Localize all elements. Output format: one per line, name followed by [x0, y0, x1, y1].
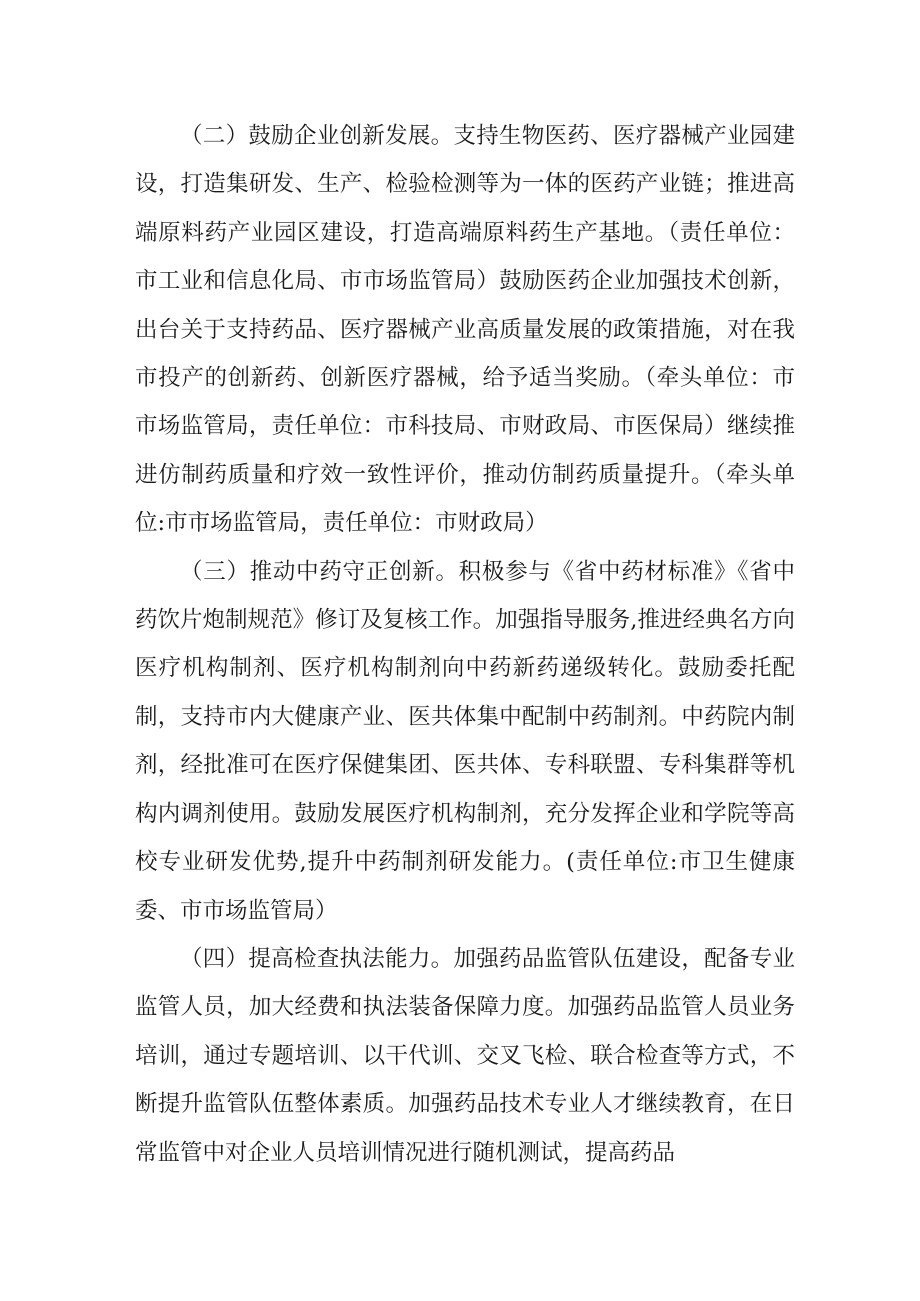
paragraph-inspection-enforcement: （四）提高检查执法能力。加强药品监管队伍建设，配备专业监管人员，加大经费和执法装备保障力度。加强药品监管人员业务培训，通过专题培训、以干代训、交叉飞检、联合检查等方式，不断提升监管队伍整体素质。加强药品技术专业人才继续教育，在日常监管中对企业人员培训情况进行随机测试，提高药品 — [135, 945, 795, 1166]
paragraph-enterprise-innovation: （二）鼓励企业创新发展。支持生物医药、医疗器械产业园建设，打造集研发、生产、检验检测等为一体的医药产业链；推进高端原料药产业园区建设，打造高端原料药生产基地。（责任单位：市工业和信息化局、市市场监管局）鼓励医药企业加强技术创新，出台关于支持药品、医疗器械产业高质量发展的政策措施，对在我市投产的创新药、创新医疗器械，给予适当奖励。（牵头单位：市市场监管局，责任单位：市科技局、市财政局、市医保局）继续推进仿制药质量和疗效一致性评价，推动仿制药质量提升。（牵头单位:市市场监管局，责任单位：市财政局） — [135, 123, 795, 537]
document-body — [135, 112, 795, 1177]
paragraph-tcm-innovation: （三）推动中药守正创新。积极参与《省中药材标准》《省中药饮片炮制规范》修订及复核工作。加强指导服务,推进经典名方向医疗机构制剂、医疗机构制剂向中药新药递级转化。鼓励委托配制，支持市内大健康产业、医共体集中配制中药制剂。中药院内制剂，经批准可在医疗保健集团、医共体、专科联盟、专科集群等机构内调剂使用。鼓励发展医疗机构制剂，充分发挥企业和学院等高校专业研发优势,提升中药制剂研发能力。(责任单位:市卫生健康委、市市场监管局） — [135, 558, 795, 924]
